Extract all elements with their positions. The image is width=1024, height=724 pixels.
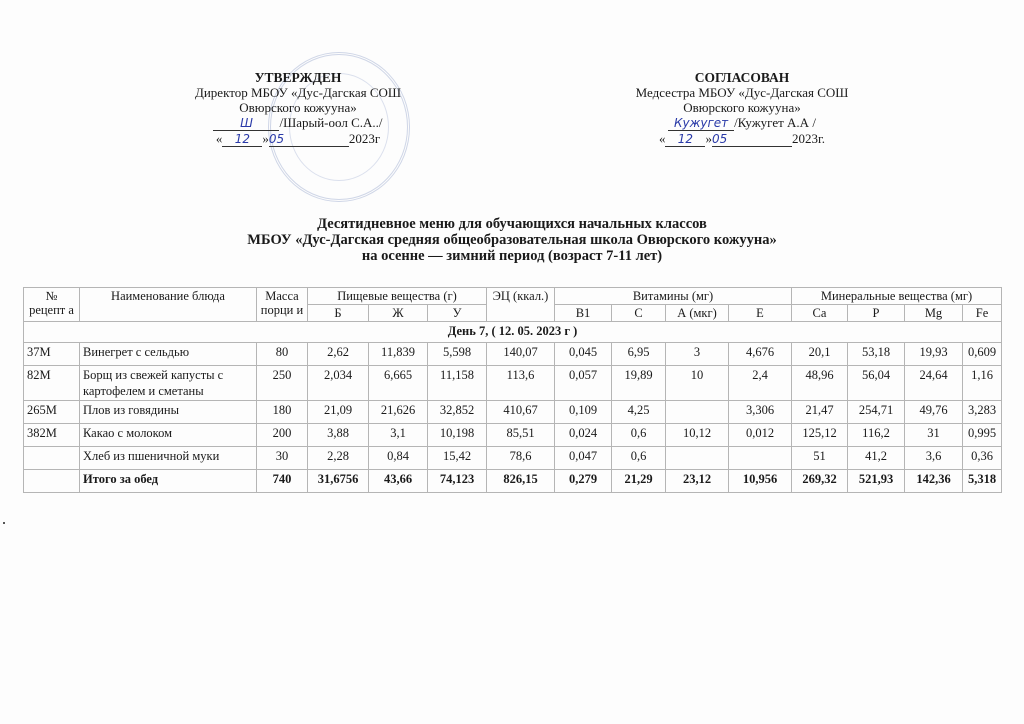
cell-p: 53,18: [848, 343, 905, 366]
header-fat: Ж: [369, 305, 428, 322]
cell-p: 56,04: [848, 366, 905, 401]
cell-u: 32,852: [428, 401, 487, 424]
cell-e: 3,306: [729, 401, 792, 424]
header-c: C: [612, 305, 666, 322]
cell-u: 10,198: [428, 424, 487, 447]
header-a: А (мкг): [666, 305, 729, 322]
cell-kcal: 410,67: [487, 401, 555, 424]
agreed-day: 12: [665, 133, 705, 147]
cell-kcal: 826,15: [487, 470, 555, 493]
cell-name: Хлеб из пшеничной муки: [80, 447, 257, 470]
cell-e: 0,012: [729, 424, 792, 447]
cell-mass: 250: [257, 366, 308, 401]
total-row: [24, 470, 1002, 493]
approved-year: 2023г: [348, 131, 381, 146]
cell-c: 0,6: [612, 447, 666, 470]
cell-b: 31,6756: [308, 470, 369, 493]
header-row-1: [24, 288, 1002, 305]
header-vitamins: Витамины (мг): [555, 288, 792, 305]
date-quote-open: «: [658, 131, 666, 146]
cell-recipe: 82М: [24, 366, 80, 401]
director-name: /Шарый-оол С.А../: [279, 115, 383, 130]
cell-e: 4,676: [729, 343, 792, 366]
cell-b1: 0,024: [555, 424, 612, 447]
title-line-2: МБОУ «Дус-Дагская средняя общеобразовательная школа Овюрского кожууна»: [247, 232, 777, 248]
cell-a: [666, 447, 729, 470]
cell-p: 254,71: [848, 401, 905, 424]
cell-fe: 5,318: [963, 470, 1002, 493]
cell-mg: 24,64: [905, 366, 963, 401]
date-quote-close: »: [262, 131, 269, 146]
agreed-month: 05: [712, 133, 792, 147]
cell-b: 21,09: [308, 401, 369, 424]
cell-b: 2,62: [308, 343, 369, 366]
cell-b1: 0,279: [555, 470, 612, 493]
cell-name: Итого за обед: [80, 470, 257, 493]
cell-mass: 30: [257, 447, 308, 470]
cell-recipe: 265М: [24, 401, 80, 424]
header-mg: Mg: [905, 305, 963, 322]
header-minerals: Минеральные вещества (мг): [792, 288, 1002, 305]
cell-ca: 51: [792, 447, 848, 470]
approved-signature-line: [168, 115, 428, 131]
cell-mg: 19,93: [905, 343, 963, 366]
cell-a: 10,12: [666, 424, 729, 447]
header-p: P: [848, 305, 905, 322]
cell-c: 4,25: [612, 401, 666, 424]
cell-mass: 180: [257, 401, 308, 424]
menu-table: [23, 287, 1002, 493]
header-energy: ЭЦ (ккал.): [487, 288, 555, 322]
dish-row: [24, 366, 1002, 401]
cell-u: 74,123: [428, 470, 487, 493]
cell-u: 15,42: [428, 447, 487, 470]
cell-mg: 31: [905, 424, 963, 447]
approval-block-nurse: [608, 70, 876, 147]
cell-a: [666, 401, 729, 424]
cell-b1: 0,057: [555, 366, 612, 401]
header-recipe-no: № рецепт а: [24, 288, 80, 322]
cell-name: Винегрет с сельдью: [80, 343, 257, 366]
cell-a: 3: [666, 343, 729, 366]
director-signature: Ш: [213, 117, 279, 131]
cell-zh: 11,839: [369, 343, 428, 366]
cell-c: 0,6: [612, 424, 666, 447]
cell-mass: 740: [257, 470, 308, 493]
approval-block-director: [168, 70, 428, 147]
cell-c: 6,95: [612, 343, 666, 366]
cell-b: 2,034: [308, 366, 369, 401]
cell-c: 19,89: [612, 366, 666, 401]
approved-day: 12: [222, 133, 262, 147]
cell-ca: 48,96: [792, 366, 848, 401]
cell-a: 10: [666, 366, 729, 401]
nurse-signature: Кужугет: [668, 117, 734, 131]
header-b1: B1: [555, 305, 612, 322]
day-row: [24, 322, 1002, 343]
date-quote-close: »: [705, 131, 712, 146]
approved-heading: УТВЕРЖДЕН: [254, 70, 342, 85]
approved-date: [168, 131, 428, 147]
date-quote-open: «: [215, 131, 223, 146]
cell-name: Плов из говядины: [80, 401, 257, 424]
cell-e: [729, 447, 792, 470]
agreed-position: Медсестра МБОУ «Дус-Дагская СОШ: [635, 85, 849, 100]
document-title: [0, 216, 1024, 264]
agreed-signature-line: [608, 115, 876, 131]
cell-b: 3,88: [308, 424, 369, 447]
cell-fe: 0,36: [963, 447, 1002, 470]
cell-zh: 3,1: [369, 424, 428, 447]
cell-fe: 1,16: [963, 366, 1002, 401]
title-line-3: на осенне — зимний период (возраст 7-11 лет): [361, 248, 663, 264]
cell-recipe: [24, 447, 80, 470]
header-e: E: [729, 305, 792, 322]
cell-b1: 0,047: [555, 447, 612, 470]
agreed-year: 2023г.: [791, 131, 826, 146]
cell-recipe: 382М: [24, 424, 80, 447]
header-protein: Б: [308, 305, 369, 322]
agreed-heading: СОГЛАСОВАН: [694, 70, 790, 85]
scan-speck: [3, 522, 5, 524]
approved-month: 05: [269, 133, 349, 147]
day-label: День 7, ( 12. 05. 2023 г ): [24, 322, 1002, 343]
cell-kcal: 113,6: [487, 366, 555, 401]
dish-row: [24, 343, 1002, 366]
cell-zh: 43,66: [369, 470, 428, 493]
cell-name: Борщ из свежей капусты с картофелем и сметаны: [80, 366, 257, 401]
cell-e: 10,956: [729, 470, 792, 493]
cell-kcal: 85,51: [487, 424, 555, 447]
approved-position: Директор МБОУ «Дус-Дагская СОШ: [194, 85, 402, 100]
header-dish-name: Наименование блюда: [80, 288, 257, 322]
cell-zh: 21,626: [369, 401, 428, 424]
cell-b1: 0,109: [555, 401, 612, 424]
cell-p: 116,2: [848, 424, 905, 447]
cell-b1: 0,045: [555, 343, 612, 366]
header-portion-mass: Масса порци и: [257, 288, 308, 322]
cell-zh: 6,665: [369, 366, 428, 401]
cell-p: 521,93: [848, 470, 905, 493]
cell-fe: 0,609: [963, 343, 1002, 366]
dish-row: [24, 401, 1002, 424]
agreed-organization: Овюрского кожууна»: [683, 100, 801, 115]
cell-kcal: 78,6: [487, 447, 555, 470]
dish-row: [24, 424, 1002, 447]
cell-u: 5,598: [428, 343, 487, 366]
header-ca: Ca: [792, 305, 848, 322]
cell-ca: 269,32: [792, 470, 848, 493]
cell-recipe: [24, 470, 80, 493]
cell-mg: 142,36: [905, 470, 963, 493]
cell-ca: 125,12: [792, 424, 848, 447]
cell-p: 41,2: [848, 447, 905, 470]
cell-ca: 21,47: [792, 401, 848, 424]
cell-mg: 49,76: [905, 401, 963, 424]
cell-b: 2,28: [308, 447, 369, 470]
cell-a: 23,12: [666, 470, 729, 493]
dish-row: [24, 447, 1002, 470]
header-fe: Fe: [963, 305, 1002, 322]
header-nutrients: Пищевые вещества (г): [308, 288, 487, 305]
cell-recipe: 37М: [24, 343, 80, 366]
approved-organization: Овюрского кожууна»: [239, 100, 357, 115]
cell-mass: 200: [257, 424, 308, 447]
cell-ca: 20,1: [792, 343, 848, 366]
cell-mg: 3,6: [905, 447, 963, 470]
cell-u: 11,158: [428, 366, 487, 401]
header-carbs: У: [428, 305, 487, 322]
nurse-name: /Кужугет А.А /: [734, 115, 816, 130]
cell-name: Какао с молоком: [80, 424, 257, 447]
cell-zh: 0,84: [369, 447, 428, 470]
cell-e: 2,4: [729, 366, 792, 401]
title-line-1: Десятидневное меню для обучающихся начальных классов: [317, 216, 707, 232]
agreed-date: [608, 131, 876, 147]
cell-mass: 80: [257, 343, 308, 366]
cell-fe: 0,995: [963, 424, 1002, 447]
cell-fe: 3,283: [963, 401, 1002, 424]
cell-c: 21,29: [612, 470, 666, 493]
cell-kcal: 140,07: [487, 343, 555, 366]
